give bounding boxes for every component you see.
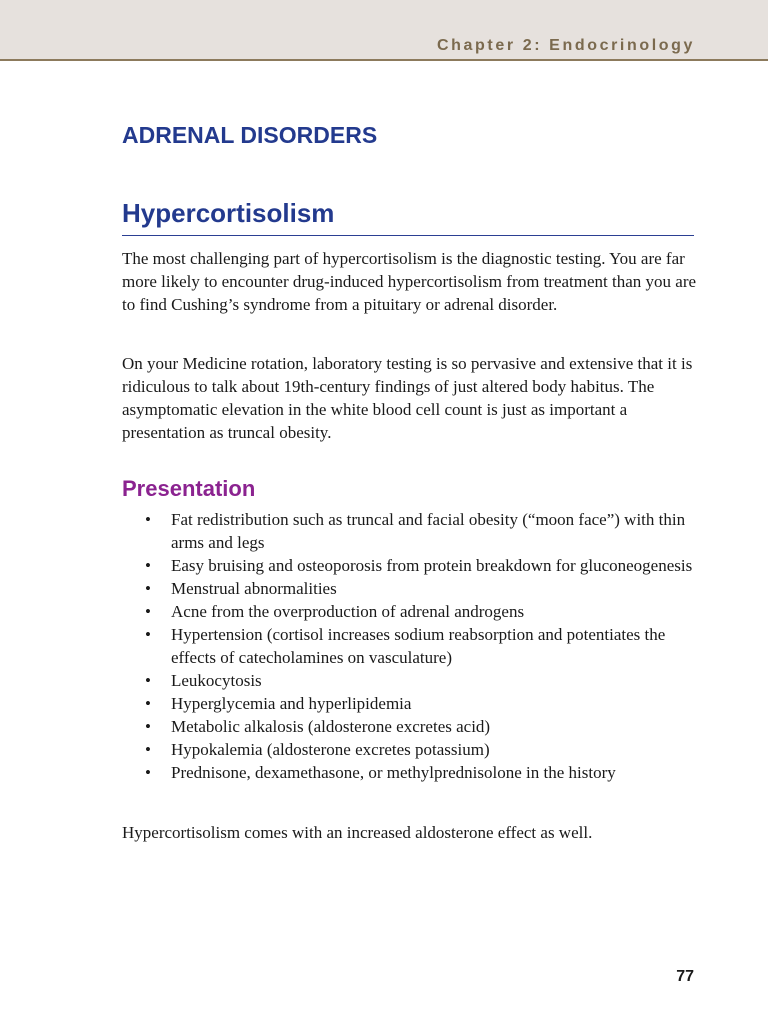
list-item-text: Fat redistribution such as truncal and facial obesity (“moon face”) with thin arms and legs (171, 510, 686, 552)
bullet-icon: • (145, 763, 151, 782)
list-item-text: Leukocytosis (171, 671, 262, 690)
list-item-text: Metabolic alkalosis (aldosterone excretes acid) (171, 717, 491, 736)
bullet-icon: • (145, 694, 151, 713)
presentation-list (145, 508, 705, 784)
bullet-icon: • (145, 671, 151, 690)
list-item-text: Hyperglycemia and hyperlipidemia (171, 694, 412, 713)
bullet-icon: • (145, 625, 151, 644)
list-item (145, 577, 705, 600)
list-item (145, 623, 705, 669)
section-title: ADRENAL DISORDERS (122, 122, 378, 148)
bullet-icon: • (145, 602, 151, 621)
list-item-text: Prednisone, dexamethasone, or methylprednisolone in the history (171, 763, 616, 782)
bullet-icon: • (145, 510, 151, 529)
list-item (145, 554, 705, 577)
list-item-text: Easy bruising and osteoporosis from protein breakdown for gluconeogenesis (171, 556, 693, 575)
bullet-icon: • (145, 556, 151, 575)
topic-divider (122, 235, 694, 236)
list-item (145, 761, 705, 784)
bullet-icon: • (145, 740, 151, 759)
list-item (145, 715, 705, 738)
list-item-text: Hypokalemia (aldosterone excretes potassium) (171, 740, 490, 759)
list-item-text: Menstrual abnormalities (171, 579, 337, 598)
list-item (145, 508, 705, 554)
bullet-icon: • (145, 579, 151, 598)
closing-paragraph: Hypercortisolism comes with an increased aldosterone effect as well. (122, 823, 593, 842)
chapter-title: Chapter 2: Endocrinology (437, 37, 695, 54)
header-rule (0, 59, 768, 61)
list-item-text: Hypertension (cortisol increases sodium reabsorption and potentiates the effects of catecholamines on vasculature) (171, 625, 666, 667)
context-paragraph: On your Medicine rotation, laboratory testing is so pervasive and extensive that it is ridiculous to talk about 19th-century findings of just altered body habitus. The asymptomatic elevation in the white blood cell count is just as important a presentation as truncal obesity. (122, 354, 693, 442)
list-item (145, 600, 705, 623)
list-item (145, 692, 705, 715)
presentation-heading: Presentation (122, 476, 256, 501)
list-item (145, 738, 705, 761)
list-item (145, 669, 705, 692)
page-number: 77 (676, 968, 694, 985)
bullet-icon: • (145, 717, 151, 736)
topic-title: Hypercortisolism (122, 198, 335, 228)
list-item-text: Acne from the overproduction of adrenal androgens (171, 602, 525, 621)
intro-paragraph: The most challenging part of hypercortisolism is the diagnostic testing. You are far more likely to encounter drug-induced hypercortisolism from treatment than you are to find Cushing’s syndrome from a pituitary or adrenal disorder. (122, 249, 697, 314)
